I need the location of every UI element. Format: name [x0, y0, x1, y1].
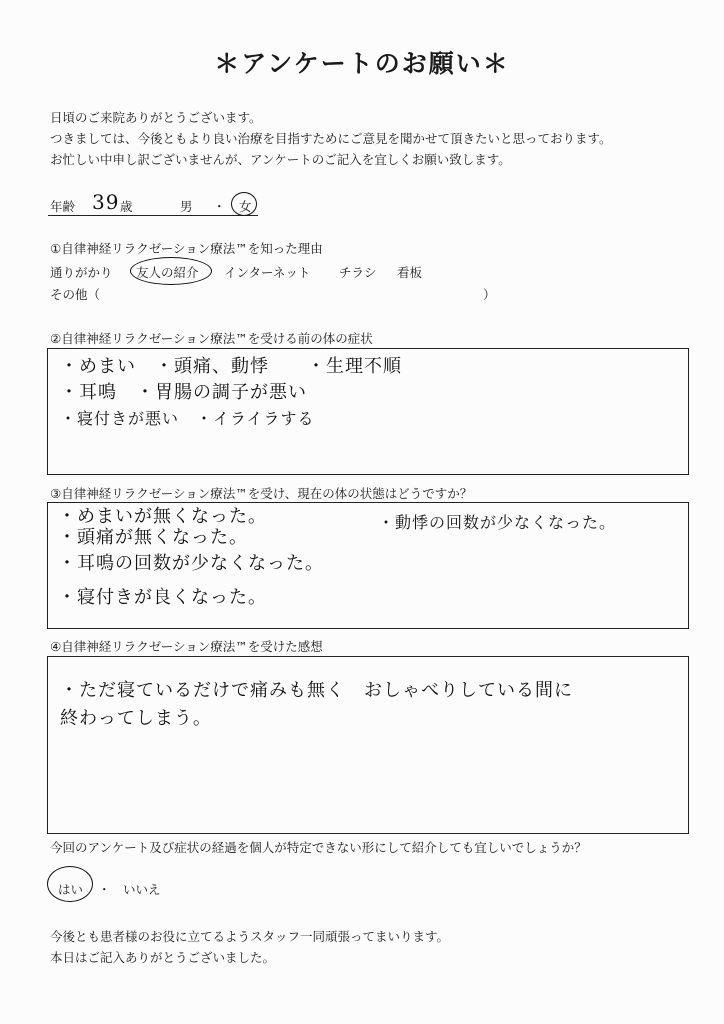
q1-option-friend[interactable]: 友人の紹介 [136, 265, 199, 280]
gender-female[interactable]: 女 [239, 199, 252, 214]
q1-option-signboard[interactable]: 看板 [397, 265, 423, 280]
intro-line-1: 日頃のご来院ありがとうございます。 [50, 110, 262, 125]
q1-other-close: ） [483, 287, 496, 302]
profile-underline [48, 215, 258, 216]
q3-answer-line-2: ・頭痛が無くなった。 [58, 527, 248, 548]
q3-answer-line-4: ・寝付きが良くなった。 [58, 587, 267, 608]
closing-line-2: 本日はご記入ありがとうございました。 [50, 950, 276, 965]
q1-option-flyer[interactable]: チラシ [339, 265, 377, 280]
q1-other-label: その他（ [50, 287, 101, 302]
page-title: ＊アンケートのお願い＊ [214, 49, 510, 78]
q2-heading: ②自律神経リラクゼーション療法™を受ける前の体の症状 [50, 331, 373, 346]
female-selected-circle [231, 192, 257, 216]
q1-option-internet[interactable]: インターネット [224, 265, 311, 280]
consent-separator: ・ [98, 882, 111, 897]
consent-no[interactable]: いいえ [123, 882, 161, 897]
q2-answer-line-2: ・耳鳴 ・胃腸の調子が悪い [60, 382, 307, 403]
age-label: 年齢 [50, 199, 76, 214]
friend-selected-circle [130, 257, 212, 285]
q3-answer-line-1: ・めまいが無くなった。 [58, 506, 267, 527]
age-unit: 歳 [120, 199, 133, 214]
q2-answer-line-3: ・寝付きが悪い ・イライラする [60, 409, 315, 428]
q4-answer-line-1: ・ただ寝ているだけで痛みも無く おしゃべりしている間に [60, 680, 573, 701]
age-value[interactable]: 39 [92, 190, 120, 214]
intro-line-3: お忙しい中申し訳ございませんが、アンケートのご記入を宜しくお願い致します。 [50, 152, 511, 167]
q1-option-passing[interactable]: 通りがかり [50, 265, 113, 280]
gender-separator: ・ [213, 199, 226, 214]
q1-heading: ①自律神経リラクゼーション療法™を知った理由 [50, 241, 323, 256]
yes-selected-circle [47, 866, 93, 902]
gender-male[interactable]: 男 [180, 199, 193, 214]
closing-line-1: 今後とも患者様のお役に立てるようスタッフ一同頑張ってまいります。 [50, 929, 450, 944]
q4-heading: ④自律神経リラクゼーション療法™を受けた感想 [50, 639, 323, 654]
q3-side-note: ・動悸の回数が少なくなった。 [378, 513, 617, 532]
q4-answer-line-2: 終わってしまう。 [60, 708, 212, 729]
q2-answer-line-1: ・めまい ・頭痛、動悸 ・生理不順 [60, 356, 402, 377]
intro-line-2: つきましては、今後ともより良い治療を目指すためにご意見を聞かせて頂きたいと思っております。 [50, 131, 612, 146]
consent-yes[interactable]: はい [58, 882, 84, 897]
q3-heading: ③自律神経リラクゼーション療法™を受け、現在の体の状態はどうですか？ [50, 486, 473, 501]
consent-question: 今回のアンケート及び症状の経過を個人が特定できない形にして紹介しても宜しいでしょうか？ [50, 840, 587, 855]
q3-answer-line-3: ・耳鳴の回数が少なくなった。 [58, 553, 324, 574]
